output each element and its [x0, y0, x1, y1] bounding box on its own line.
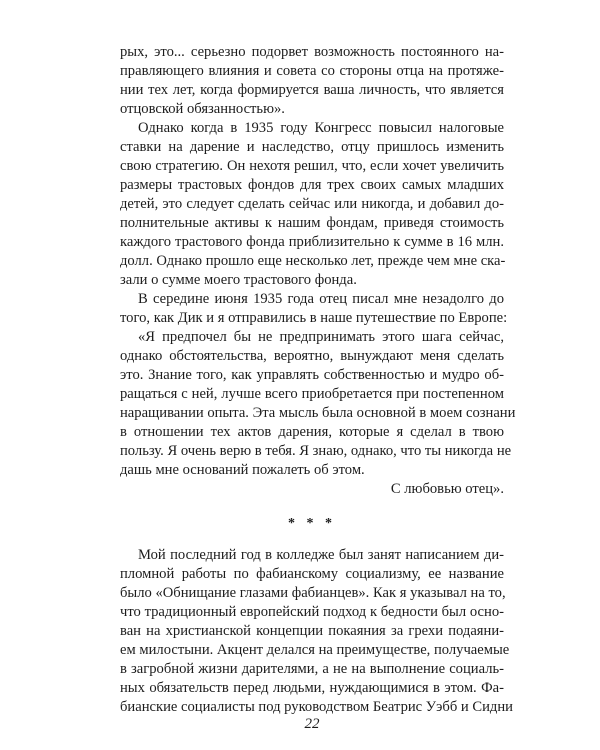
text-line: Однако когда в 1935 году Конгресс повысил налоговые	[138, 120, 504, 136]
paragraph-1935-congress	[120, 119, 504, 290]
text-line: ем милостыни. Акцент делался на преимуществе, получаемые	[120, 642, 510, 658]
text-line: свою стратегию. Он нехотя решил, что, если хочет увеличить	[120, 158, 504, 174]
text-line: нии тех лет, когда формируется ваша личность, что является	[120, 82, 504, 98]
text-line: детей, это следует сделать сейчас или никогда, и добавил до-	[120, 196, 504, 212]
text-line: в загробной жизни дарителями, а не на выполнение социаль-	[120, 661, 504, 677]
text-line: было «Обнищание глазами фабианцев». Как я указывал на то,	[120, 585, 506, 601]
text-line: дашь мне оснований пожалеть об этом.	[120, 462, 365, 478]
text-line: отцовской обязанностью».	[120, 101, 285, 117]
paragraph-fabian-thesis	[120, 546, 513, 717]
text-line: правляющего влияния и совета со стороны отца на протяже-	[120, 63, 504, 79]
text-line: это. Знание того, как управлять собственностью и мудро об-	[120, 367, 504, 383]
paragraph-quote-continuation	[120, 43, 504, 119]
text-line: размеры трастовых фондов для трех своих самых младших	[120, 177, 504, 193]
text-line: однако обстоятельства, вероятно, вынуждают меня сделать	[120, 348, 504, 364]
text-line: того, как Дик и я отправились в наше путешествие по Европе:	[120, 310, 508, 326]
text-line: что традиционный европейский подход к бедности был осно-	[120, 604, 504, 620]
text-line: наращивании опыта. Эта мысль была основной в моем сознани	[120, 405, 516, 421]
paragraph-father-letter	[120, 328, 516, 499]
text-line: полнительные активы к нашим фондам, приведя стоимость	[120, 215, 504, 231]
text-line: каждого трастового фонда приблизительно к сумме в 16 млн.	[120, 234, 504, 250]
text-line: бианские социалисты под руководством Беатрис Уэбб и Сидни	[120, 699, 513, 715]
text-line: ставки на дарение и наследство, отцу пришлось изменить	[120, 139, 504, 155]
section-separator: * * *	[288, 516, 336, 531]
text-line: ван на христианской концепции покаяния за грехи подаяни-	[120, 623, 504, 639]
text-line: долл. Однако прошло еще несколько лет, прежде чем мне ска-	[120, 253, 506, 269]
text-line: пользу. Я очень верю в тебя. Я знаю, однако, что ты никогда не	[120, 443, 512, 459]
text-line: В середине июня 1935 года отец писал мне незадолго до	[138, 291, 504, 307]
text-line: в отношении тех актов дарения, которые я сделал в твою	[120, 424, 504, 440]
text-line: рых, это... серьезно подорвет возможность постоянного на-	[120, 44, 504, 60]
letter-signature: С любовью отец».	[390, 481, 504, 497]
text-line: ных обязательств перед людьми, нуждающимися в этом. Фа-	[120, 680, 504, 696]
text-line: пломной работы по фабианскому социализму, ее название	[120, 566, 504, 582]
text-line: ращаться с ней, лучше всего приобретается при постепенном	[120, 386, 504, 402]
text-line: «Я предпочел бы не предпринимать этого шага сейчас,	[138, 329, 504, 345]
page-number: 22	[304, 716, 320, 732]
paragraph-june-1935	[120, 290, 508, 328]
text-line: Мой последний год в колледже был занят написанием ди-	[138, 547, 504, 563]
text-line: зали о сумме моего трастового фонда.	[120, 272, 357, 288]
